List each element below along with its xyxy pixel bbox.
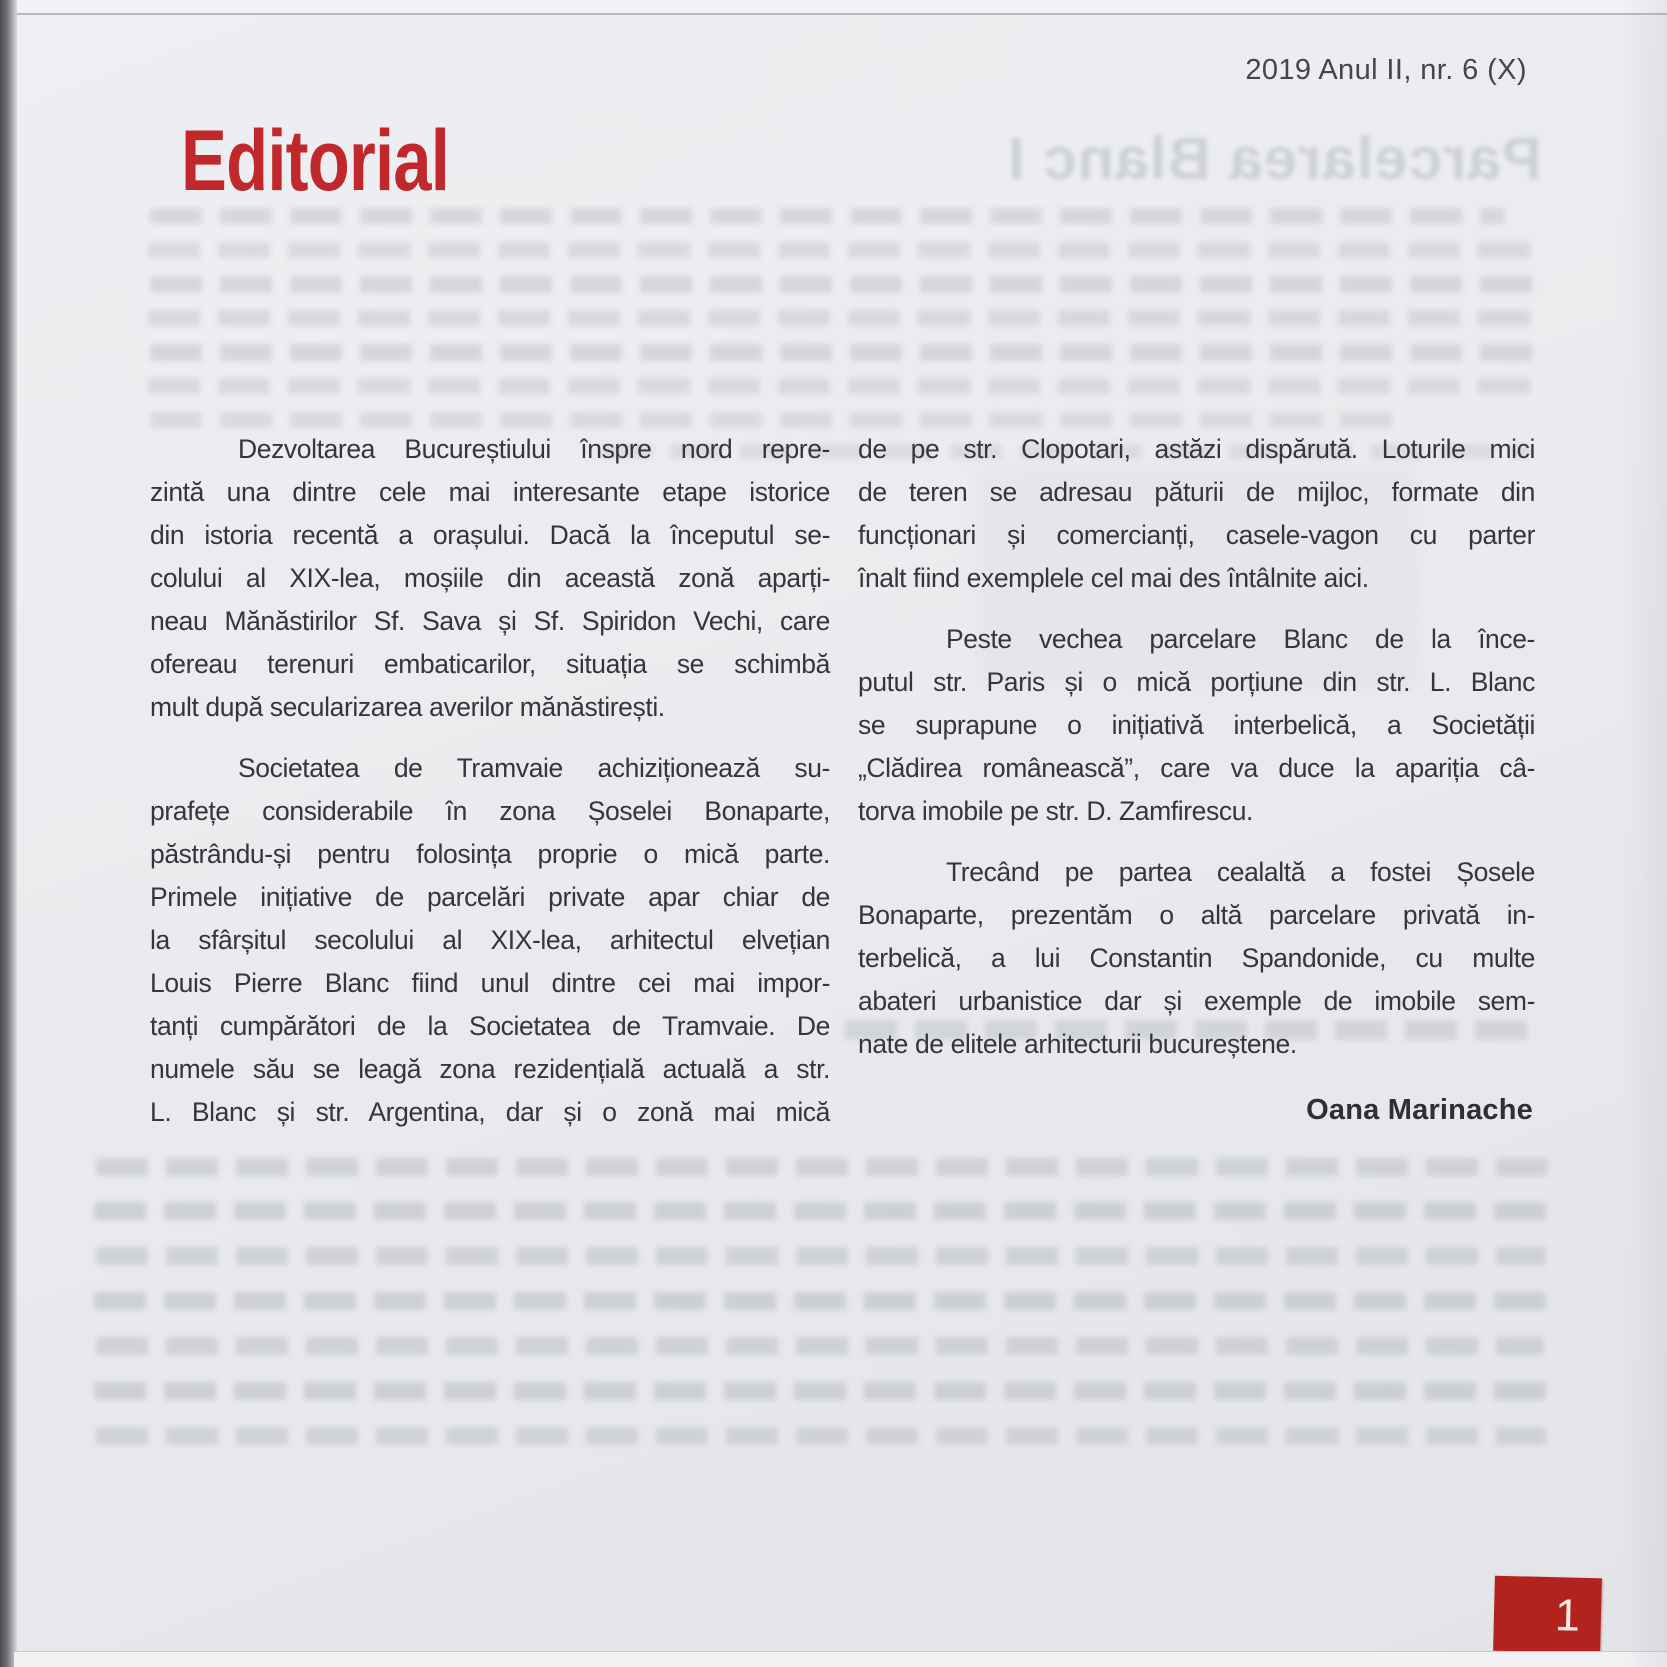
ghost-text-line xyxy=(150,412,1410,428)
paragraph xyxy=(858,851,1535,1066)
ghost-text-line xyxy=(96,1427,1546,1445)
text-line: păstrându-și pentru folosința proprie o mică parte. xyxy=(150,839,830,869)
text-line: zintă una dintre cele mai interesante etape istorice xyxy=(150,477,830,507)
ghost-text-line xyxy=(148,242,1538,258)
ghost-text-line xyxy=(150,276,1542,293)
text-line: se suprapune o inițiativă interbelică, a Societății xyxy=(858,710,1535,740)
text-line: prafețe considerabile în zona Șoselei Bonaparte, xyxy=(150,796,830,826)
page-edge-bottom xyxy=(14,1651,1667,1667)
ghost-showthrough-title: Parcelarea Blanc I xyxy=(1006,125,1542,192)
text-line: din istoria recentă a orașului. Dacă la începutul se- xyxy=(150,520,830,550)
column-left xyxy=(150,428,830,1134)
text-line: Dezvoltarea Bucureștiului înspre nord repre- xyxy=(238,434,830,464)
text-line: tanți cumpărători de la Societatea de Tramvaie. De xyxy=(150,1011,830,1041)
text-line: numele său se leagă zona rezidențială actuală a str. xyxy=(150,1054,830,1084)
page-edge-top xyxy=(14,0,1667,15)
text-line: la sfârșitul secolului al XIX-lea, arhitectul elvețian xyxy=(150,925,830,955)
text-line: înalt fiind exemplele cel mai des întâlnite aici. xyxy=(858,563,1369,593)
paragraph xyxy=(858,618,1535,833)
ghost-text-line xyxy=(94,1292,1546,1310)
paragraph xyxy=(150,747,830,1134)
page-number-box xyxy=(1493,1576,1602,1654)
text-line: Primele inițiative de parcelări private apar chiar de xyxy=(150,882,830,912)
ghost-text-line xyxy=(96,1247,1546,1265)
text-line: nate de elitele arhitecturii bucureștene. xyxy=(858,1029,1297,1059)
text-line: L. Blanc și str. Argentina, dar și o zonă mai mică xyxy=(150,1097,830,1127)
text-line: colului al XIX-lea, moșiile din această zonă aparți- xyxy=(150,563,830,593)
author-name: Oana Marinache xyxy=(1306,1094,1533,1126)
ghost-text-line xyxy=(94,1202,1549,1220)
text-line: mult după secularizarea averilor mănăstirești. xyxy=(150,692,665,722)
ghost-text-line xyxy=(150,344,1538,361)
ghost-text-line xyxy=(148,310,1538,326)
issue-header: 2019 Anul II, nr. 6 (X) xyxy=(1245,54,1527,86)
text-line: ofereau terenuri embaticarilor, situația se schimbă xyxy=(150,649,830,679)
text-line: de teren se adresau păturii de mijloc, formate din xyxy=(858,477,1535,507)
text-line: terbelică, a lui Constantin Spandonide, cu multe xyxy=(858,943,1535,973)
paragraph xyxy=(150,428,830,729)
text-line: abateri urbanistice dar și exemple de imobile sem- xyxy=(858,986,1535,1016)
text-line: de pe str. Clopotari, astăzi dispărută. Loturile mici xyxy=(858,434,1535,464)
text-line: Louis Pierre Blanc fiind unul dintre cei mai impor- xyxy=(150,968,830,998)
ghost-text-line xyxy=(94,1382,1546,1400)
column-right xyxy=(858,428,1535,1134)
editorial-body xyxy=(150,428,1535,1134)
text-line: Peste vechea parcelare Blanc de la înce- xyxy=(946,624,1535,654)
page-title: Editorial xyxy=(181,113,450,209)
text-line: Bonaparte, prezentăm o altă parcelare privată in- xyxy=(858,900,1535,930)
text-line: „Clădirea românească”, care va duce la apariția câ- xyxy=(858,753,1535,783)
text-line: neau Mănăstirilor Sf. Sava și Sf. Spiridon Vechi, care xyxy=(150,606,830,636)
ghost-text-line xyxy=(96,1337,1544,1355)
page-edge-left xyxy=(0,0,17,1667)
text-line: torva imobile pe str. D. Zamfirescu. xyxy=(858,796,1254,826)
page-number: 1 xyxy=(1554,1589,1581,1641)
text-line: Trecând pe partea cealaltă a fostei Șosele xyxy=(946,857,1535,887)
text-line: Societatea de Tramvaie achiziționează su- xyxy=(238,753,830,783)
ghost-text-line xyxy=(96,1158,1548,1176)
text-line: funcționari și comercianți, casele-vagon cu parter xyxy=(858,520,1535,550)
text-line: putul str. Paris și o mică porțiune din str. L. Blanc xyxy=(858,667,1535,697)
paragraph xyxy=(858,428,1535,600)
ghost-text-line xyxy=(148,378,1538,394)
